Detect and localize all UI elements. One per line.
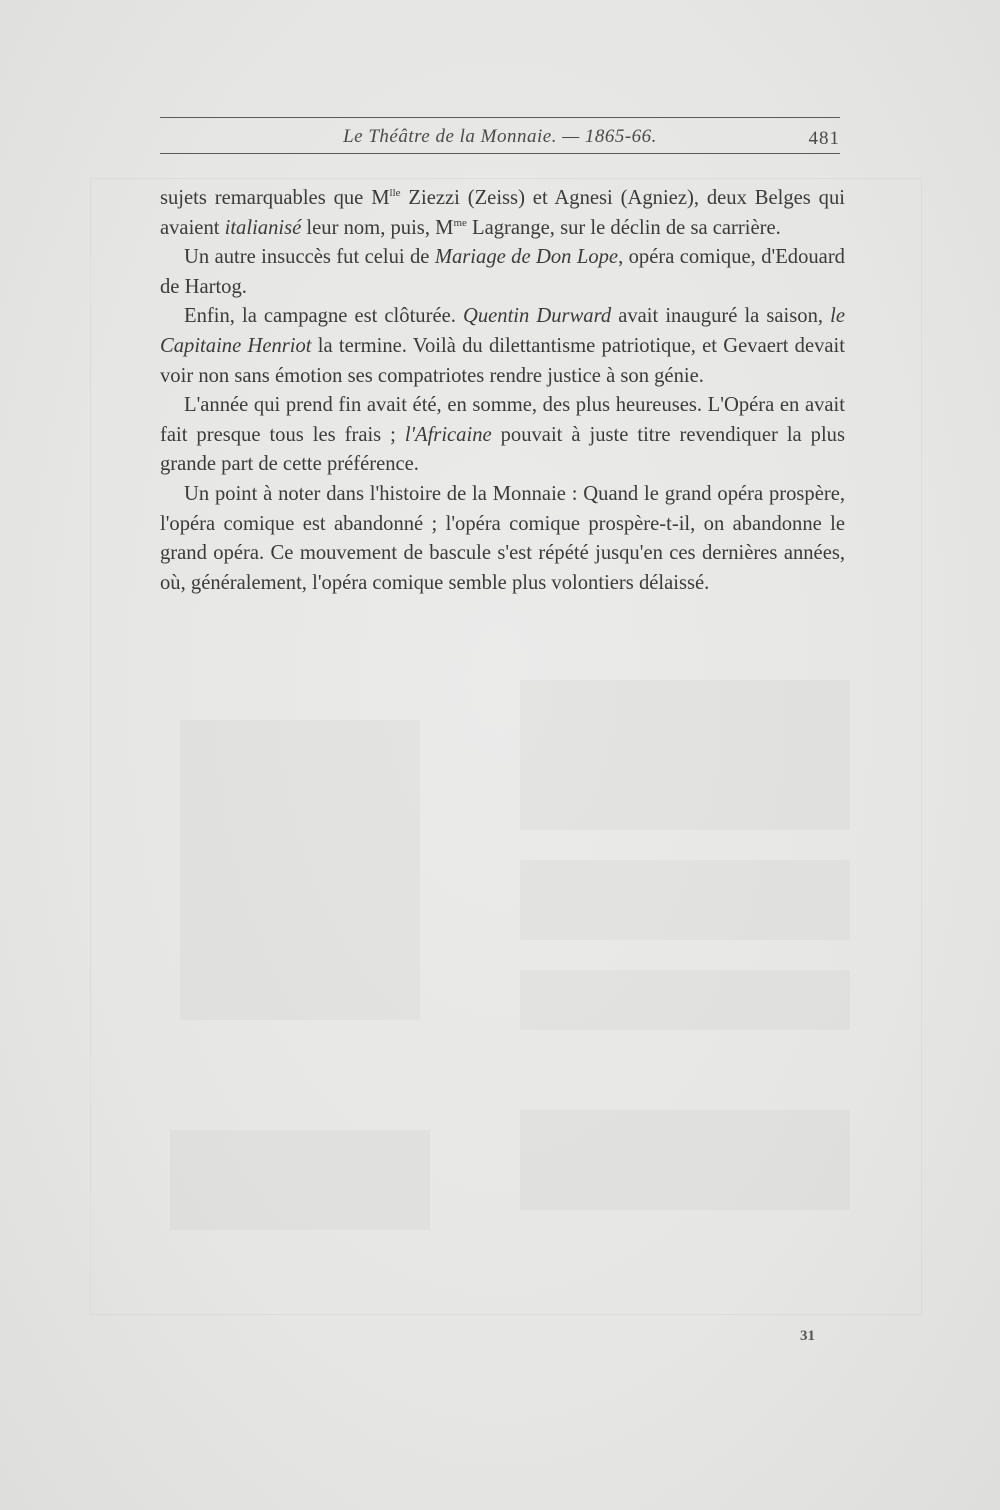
signature-mark: 31 bbox=[800, 1328, 815, 1344]
italic-title: l'Africaine bbox=[404, 423, 492, 446]
text-run: Un point à noter dans l'histoire de la Monnaie : Quand le grand opéra prospère, l'opéra comique est abandonné ; l'opéra comique prospère-t-il, on abandonne le grand opéra. Ce mouvement de bascule s'est répété jusqu'en ces dernières années, où, généralement, l'opéra comique semble plus volontiers délaissé. bbox=[160, 482, 845, 594]
show-through-text bbox=[180, 720, 420, 1020]
text-run: Lagrange, sur le déclin de sa carrière. bbox=[466, 216, 781, 239]
show-through-text bbox=[520, 680, 850, 830]
show-through-text bbox=[170, 1130, 430, 1230]
page-number: 481 bbox=[808, 128, 840, 149]
superscript: me bbox=[453, 216, 467, 229]
show-through-text bbox=[520, 860, 850, 940]
text-run: pouvait à juste titre revendiquer la plus grande part de cette préférence. bbox=[160, 423, 845, 476]
italic-run: italianisé bbox=[224, 216, 302, 239]
text-run: sujets remarquables que M bbox=[160, 187, 390, 209]
italic-title: le Capitaine Henriot bbox=[160, 305, 845, 357]
page-header bbox=[160, 124, 840, 150]
superscript: lle bbox=[389, 187, 401, 199]
paragraph-3 bbox=[160, 302, 845, 391]
text-run: leur nom, puis, M bbox=[301, 216, 454, 239]
show-through-text bbox=[520, 970, 850, 1030]
show-through-text bbox=[520, 1110, 850, 1210]
body-text bbox=[160, 184, 845, 598]
header-rule-bottom bbox=[160, 153, 840, 154]
text-run: la termine. Voilà du dilettantisme patriotique, et Gevaert devait voir non sans émotion ses compatriotes rendre justice à son génie. bbox=[160, 334, 845, 387]
paragraph-2 bbox=[160, 243, 845, 302]
italic-title: Quentin Durward bbox=[462, 305, 612, 328]
header-rule-top bbox=[160, 117, 840, 118]
text-run: L'année qui prend fin avait été, en somme, des plus heureuses. L'Opéra en avait fait presque tous les frais ; bbox=[160, 394, 845, 446]
paragraph-4 bbox=[160, 391, 845, 480]
paragraph-5 bbox=[160, 480, 845, 598]
paragraph-1 bbox=[160, 184, 845, 243]
text-run: Ziezzi (Zeiss) et Agnesi (Agniez), deux Belges qui avaient bbox=[160, 187, 845, 239]
text-run: Un autre insuccès fut celui de bbox=[184, 246, 435, 269]
text-run: avait inauguré la saison, bbox=[611, 305, 831, 328]
text-run: , opéra comique, d'Edouard de Hartog. bbox=[160, 246, 845, 298]
text-run: Enfin, la campagne est clôturée. bbox=[184, 305, 463, 328]
italic-title: Mariage de Don Lope bbox=[434, 246, 619, 269]
running-head: Le Théâtre de la Monnaie. — 1865-66. bbox=[343, 126, 657, 147]
